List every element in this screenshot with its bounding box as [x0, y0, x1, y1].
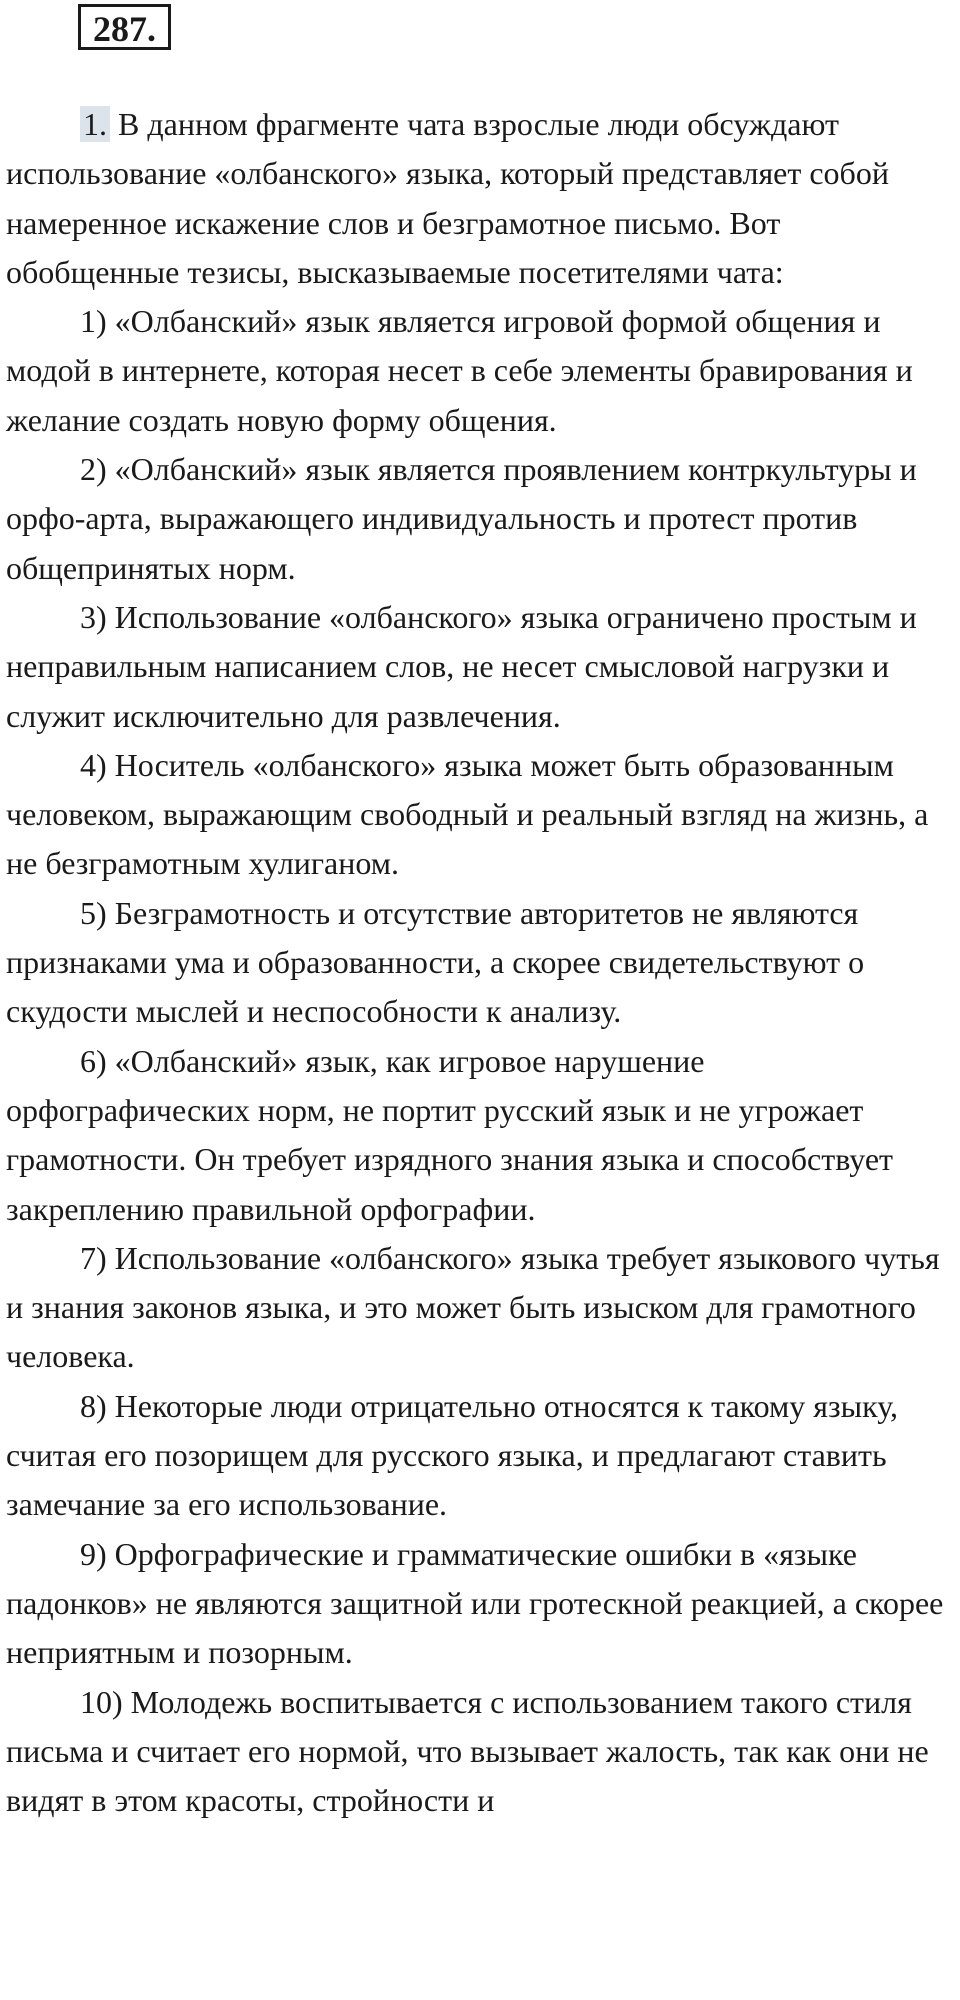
intro-paragraph — [6, 100, 956, 297]
thesis-paragraph: 7) Использование «олбанского» языка требует языкового чутья и знания законов языка, и это может быть изыском для грамотного человека. — [6, 1239, 940, 1375]
thesis-paragraph: 10) Молодежь воспитывается с использованием такого стиля письма и считает его нормой, что вызывает жалость, так как они не видят в этом красоты, стройности и — [6, 1683, 929, 1819]
answer-text — [6, 100, 956, 1825]
thesis-paragraph: 9) Орфографические и грамматические ошибки в «языке падонков» не являются защитной или гротескной реакцией, а скорее неприятным и позорным. — [6, 1535, 944, 1671]
thesis-paragraph: 3) Использование «олбанского» языка ограничено простым и неправильным написанием слов, не несет смысловой нагрузки и служит исключительно для развлечения. — [6, 598, 917, 734]
intro-text: В данном фрагменте чата взрослые люди обсуждают использование «олбанского» языка, который представляет собой намеренное искажение слов и безграмотное письмо. Вот обобщенные тезисы, высказываемые посетителями чата: — [6, 106, 889, 290]
thesis-paragraph: 1) «Олбанский» язык является игровой формой общения и модой в интернете, которая несет в себе элементы бравирования и желание создать новую форму общения. — [6, 303, 913, 438]
thesis-paragraph: 2) «Олбанский» язык является проявлением контркультуры и орфо-арта, выражающего индивидуальность и протест против общепринятых норм. — [6, 451, 917, 586]
item-marker[interactable]: 1. — [80, 106, 110, 142]
thesis-paragraph: 5) Безграмотность и отсутствие авторитетов не являются признаками ума и образованности, а скорее свидетельствуют о скудости мыслей и неспособности к анализу. — [6, 894, 865, 1030]
thesis-paragraph: 6) «Олбанский» язык, как игровое нарушение орфографических норм, не портит русский язык и не угрожает грамотности. Он требует изрядного знания языка и способствует закреплению правильной орфографии. — [6, 1042, 893, 1227]
task-number-box: 287. — [78, 4, 171, 50]
thesis-paragraph: 4) Носитель «олбанского» языка может быть образованным человеком, выражающим свободный и реальный взгляд на жизнь, а не безграмотным хулиганом. — [6, 746, 929, 882]
thesis-paragraph: 8) Некоторые люди отрицательно относятся к такому языку, считая его позорищем для русского языка, и предлагают ставить замечание за его использование. — [6, 1387, 898, 1523]
